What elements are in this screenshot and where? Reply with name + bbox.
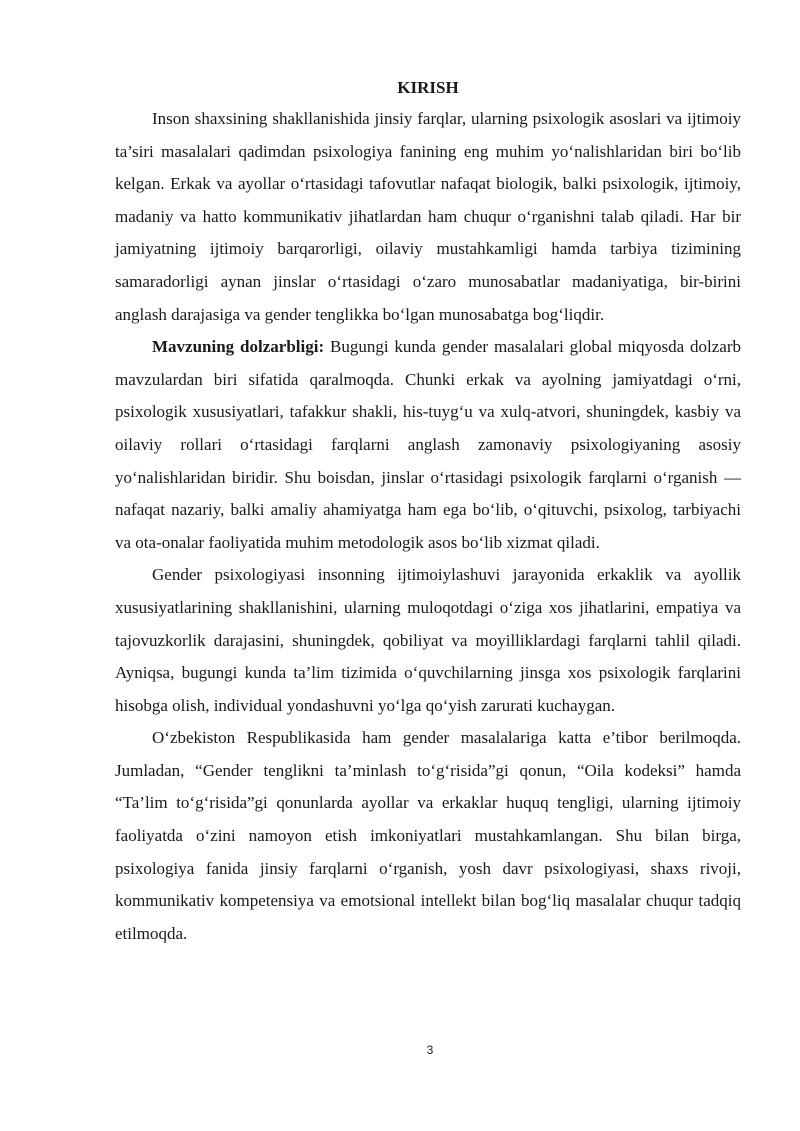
paragraph-text: Gender psixologiyasi insonning ijtimoiylashuvi jarayonida erkaklik va ayollik xususiyatlarining shakllanishini, ularning muloqotdagi o‘ziga xos jihatlarini, empatiya va tajovuzkorlik darajasini, shuningdek, qobiliyat va moyilliklardagi farqlarni tahlil qiladi. Ayniqsa, bugungi kunda ta’lim tizimida o‘quvchilarning jinsga xos psixologik farqlarini hisobga olish, individual yondashuvni yo‘lga qo‘yish zarurati kuchaygan. <box>115 565 741 715</box>
intro-paragraph <box>115 103 741 331</box>
paragraph-text: O‘zbekiston Respublikasida ham gender masalalariga katta e’tibor berilmoqda. Jumladan, “Gender tenglikni ta’minlash to‘g‘risida”gi qonun, “Oila kodeksi” hamda “Ta’lim to‘g‘risida”gi qonunlarda ayollar va erkaklar huquq tengligi, ularning ijtimoiy faoliyatda o‘zini namoyon etish imkoniyatlari mustahkamlangan. Shu bilan birga, psixologiya fanida jinsiy farqlarni o‘rganish, yosh davr psixologiyasi, shaxs rivoji, kommunikativ kompetensiya va emotsional intellekt bilan bog‘liq masalalar chuqur tadqiq etilmoqda. <box>115 728 741 943</box>
section-heading: KIRISH <box>397 78 459 97</box>
gender-psychology-paragraph <box>115 559 741 722</box>
paragraph-lead: Mavzuning dolzarbligi: <box>152 337 325 357</box>
paragraph-text: Bugungi kunda gender masalalari global miqyosda dolzarb mavzulardan biri sifatida qaralmoqda. Chunki erkak va ayolning jamiyatdagi o‘rni, psixologik xususiyatlari, tafakkur shakli, his-tuyg‘u va xulq-atvori, shuningdek, kasbiy va oilaviy rollari o‘rtasidagi farqlarni anglash zamonaviy psixologiyaning asosiy yo‘nalishlaridan biridir. Shu boisdan, jinslar o‘rtasidagi psixologik farqlarni o‘rganish — nafaqat nazariy, balki amaliy ahamiyatga ham ega bo‘lib, o‘qituvchi, psixolog, tarbiyachi va ota-onalar faoliyatida muhim metodologik asos bo‘lib xizmat qiladi. <box>115 337 741 552</box>
paragraph-text: Inson shaxsining shakllanishida jinsiy farqlar, ularning psixologik asoslari va ijtimoiy ta’siri masalalari qadimdan psixologiya fanining eng muhim yo‘nalishlaridan biri bo‘lib kelgan. Erkak va ayollar o‘rtasidagi tafovutlar nafaqat biologik, balki psixologik, ijtimoiy, madaniy va hatto kommunikativ jihatlardan ham chuqur o‘rganishni talab qiladi. Har bir jamiyatning ijtimoiy barqarorligi, oilaviy mustahkamligi hamda tarbiya tizimining samaradorligi aynan jinslar o‘rtasidagi o‘zaro munosabatlar madaniyatiga, bir-birini anglash darajasiga va gender tenglikka bo‘lgan munosabatga bog‘liqdir. <box>115 109 741 324</box>
uzbekistan-paragraph <box>115 722 741 950</box>
relevance-paragraph <box>115 331 741 559</box>
document-page <box>115 74 741 950</box>
page-number: 3 <box>426 1043 434 1057</box>
